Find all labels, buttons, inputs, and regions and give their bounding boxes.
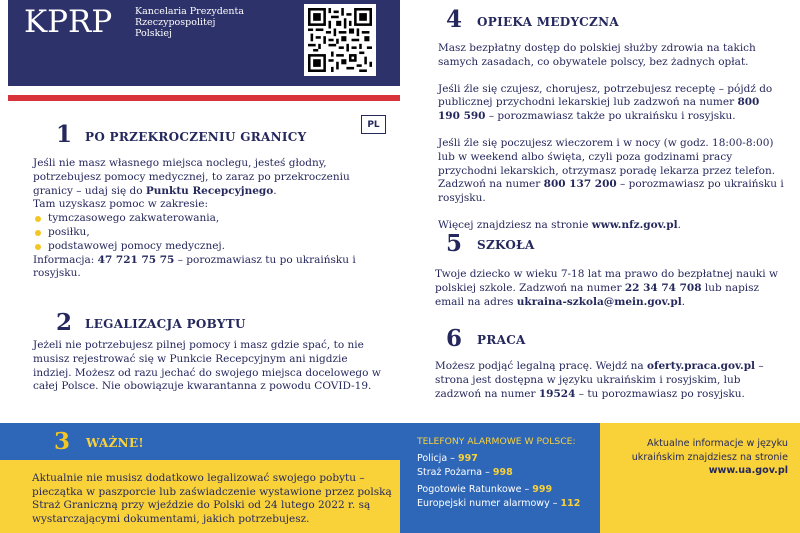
qr-code[interactable] [304, 4, 376, 76]
school-email[interactable]: ukraina-szkola@mein.gov.pl [516, 295, 682, 308]
section-2-title: LEGALIZACJA POBYTU [85, 317, 246, 331]
nfz-link[interactable]: www.nfz.gov.pl [591, 218, 678, 231]
health-phone[interactable]: 800 190 590 [438, 96, 760, 123]
org-line: Kancelaria Prezydenta [135, 6, 245, 17]
section-1-number: 1 [56, 121, 73, 148]
section-2-body: Jeżeli nie potrzebujesz pilnej pomocy i masz gdzie spać, to nie musisz rejestrować się w Punkcie Recepcyjnym ani nigdzie indziej. Możesz od razu jechać do swojego miejsca docelowego w całej Polsce. Nie obowiązuje kwarantanna z powodu COVID-19. [33, 339, 381, 393]
org-line: Polskiej [135, 28, 173, 39]
section-6-body: Możesz podjąć legalną pracę. Wejdź na oferty.praca.gov.pl – strona jest dostępna w języku ukraińskim i rosyjskim, lub zadzwoń na numer 19524 – tu porozmawiasz po rosyjsku. [435, 360, 764, 400]
emergency-item[interactable]: Policja – 997 [417, 453, 478, 464]
bullet-icon [35, 244, 41, 250]
night-doctor-phone[interactable]: 800 137 200 [543, 178, 617, 191]
section-4-title: OPIEKA MEDYCZNA [477, 15, 619, 29]
section-1-body [33, 157, 378, 281]
section-5-body: Twoje dziecko w wieku 7-18 lat ma prawo do bezpłatnej nauki w polskiej szkole. Zadzwoń na numer 22 34 74 708 lub napisz email na adres ukraina-szkola@mein.gov.pl. [435, 268, 778, 308]
section-4-p3: Jeśli źle się poczujesz wieczorem i w nocy (w godz. 18:00-8:00) lub w weekend albo święta, czyli poza godzinami pracy przychodni lekarskich, otrzymasz poradę lekarza przez telefon. Zadzwoń na numer 800 137 200 – porozmawiasz po ukraińsku i rosyjsku. [438, 136, 784, 205]
emergency-item[interactable]: Europejski numer alarmowy – 112 [417, 498, 581, 509]
org-line: Rzeczypospolitej [135, 17, 216, 28]
list-item: posiłku, [33, 226, 378, 240]
ua-gov-link[interactable]: www.ua.gov.pl [708, 465, 788, 476]
jobs-phone[interactable]: 19524 [538, 387, 576, 400]
section-3-title: WAŻNE! [86, 436, 144, 450]
ua-info-text [612, 437, 788, 478]
right-column [400, 0, 800, 423]
section-6-number: 6 [446, 325, 463, 352]
section-4-p4: Więcej znajdziesz na stronie www.nfz.gov.pl. [438, 218, 681, 231]
red-stripe [8, 95, 400, 101]
jobs-link[interactable]: oferty.praca.gov.pl [646, 360, 756, 372]
list-item: podstawowej pomocy medycznej. [33, 240, 378, 254]
info-phone[interactable]: 47 721 75 75 [97, 253, 175, 266]
section-4-p2: Jeśli źle się czujesz, chorujesz, potrzebujesz receptę – pójdź do publicznej przychodni lekarskiej lub zadzwoń na numer 800 190 590 – porozmawiasz także po ukraińsku i rosyjsku. [438, 82, 773, 123]
section-3-number: 3 [54, 428, 71, 455]
list-item: tymczasowego zakwaterowania, [33, 212, 378, 226]
white-stripe [8, 86, 400, 93]
emergency-title: TELEFONY ALARMOWE W POLSCE: [417, 436, 576, 447]
org-name [135, 6, 255, 39]
ua-info-description: Aktualne informacje w języku ukraińskim znajdziesz na stronie [631, 438, 788, 463]
section-5-number: 5 [446, 230, 463, 257]
section-1-intro: Jeśli nie masz własnego miejsca noclegu, jesteś głodny, potrzebujesz pomocy medycznej, to zaraz po przekroczeniu granicy – udaj się do Punktu Recepcyjnego. [33, 157, 350, 197]
section-4-number: 4 [446, 6, 463, 33]
section-6-title: PRACA [477, 333, 526, 347]
section-2-number: 2 [56, 309, 73, 336]
section-5-title: SZKOŁA [477, 238, 535, 252]
section-1-info: Informacja: 47 721 75 75 – porozmawiasz tu po ukraińsku i rosyjsku. [33, 253, 356, 280]
emergency-item[interactable]: Pogotowie Ratunkowe – 999 [417, 484, 553, 495]
language-badge[interactable]: PL [361, 115, 386, 134]
section-3-body: Aktualnie nie musisz dodatkowo legalizować swojego pobytu – pieczątka w paszporcie lub zaświadczenie wystawione przez polską Straż Graniczną przy wjeździe do Polski od 24 lutego 2022 r. są wystarczającymi dokumentami, jakich potrzebujesz. [32, 472, 392, 525]
section-4-p1: Masz bezpłatny dostęp do polskiej służby zdrowia na takich samych zasadach, co obywatele polscy, bez żadnych opłat. [438, 42, 756, 68]
bullet-icon [35, 230, 41, 236]
header-banner [8, 0, 400, 86]
left-column [0, 0, 400, 423]
section-4-body [438, 42, 784, 233]
bullet-icon [35, 216, 41, 222]
qr-code-icon [308, 8, 372, 72]
section-1-help-intro: Tam uzyskasz pomoc w zakresie: [33, 198, 208, 211]
emergency-item[interactable]: Straż Pożarna – 998 [417, 467, 513, 478]
section-1-title: PO PRZEKROCZENIU GRANICY [85, 130, 307, 144]
emergency-list [417, 452, 580, 511]
kprp-logo: KPRP [24, 4, 113, 40]
school-phone[interactable]: 22 34 74 708 [624, 281, 702, 294]
